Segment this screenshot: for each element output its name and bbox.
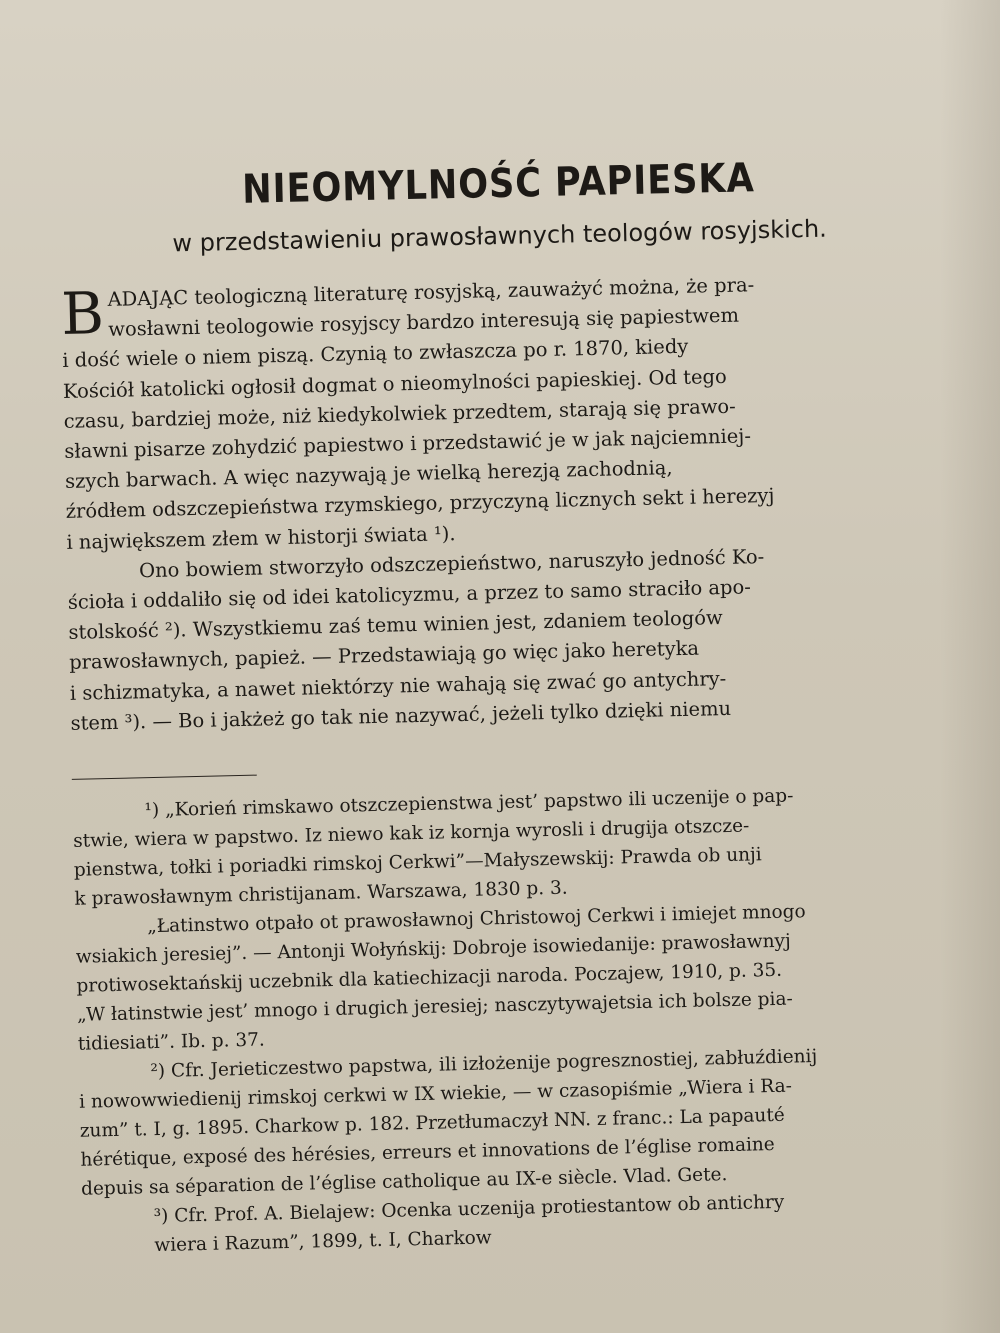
page-title: NIEOMYLNOŚĆ PAPIESKA: [241, 155, 756, 213]
footnote-line: depuis sa séparation de l’église catholique au IX-e siècle. Vlad. Gete.: [80, 1164, 728, 1200]
footnote-line: k prawosławnym christijanam. Warszawa, 1830 p. 3.: [74, 877, 568, 910]
footnote-line: protiwosektańskij uczebnik dla katiechizacji naroda. Poczajew, 1910, p. 35.: [76, 959, 783, 997]
footnote-line: wsiakich jeresiej”. — Antonji Wołyńskij: Dobroje isowiedanije: prawosławnyj: [75, 930, 791, 968]
paragraph-2: [67, 538, 951, 739]
footnote-line: stwie, wiera w papstwo. Iz niewo kak iz kornja wyrosli i drugija otszcze-: [72, 815, 750, 852]
footnote-line: wiera i Razum”, 1899, t. I, Charkow: [154, 1227, 492, 1257]
footnote-line: i nowowwiedienij rimskoj cerkwi w IX wiekie, — w czasopiśmie „Wiera i Ra-: [78, 1075, 793, 1113]
text-line: stolskość ²). Wszystkiemu zaś temu winien jest, zdaniem teologów: [68, 606, 723, 645]
page-content: [58, 150, 963, 1262]
footnote-line: ²) Cfr. Jerieticzestwo papstwa, ili izłożenije pogresznostiej, zabłuźdienij: [150, 1046, 818, 1083]
footnote-line: tidiesiati”. Ib. p. 37.: [77, 1029, 266, 1055]
text-line: prawosławnych, papież. — Przedstawiają go więc jako heretyka: [68, 637, 700, 675]
text-line: ADAJĄC teologiczną literaturę rosyjską, zauważyć można, że pra-: [107, 273, 755, 311]
footnote-line: „Łatinstwo otpało ot prawosławnoj Christowoj Cerkwi i imiejet mnogo: [146, 901, 806, 938]
footnotes: [72, 778, 962, 1262]
text-line: i dość wiele o niem piszą. Czynią to zwłaszcza po r. 1870, kiedy: [62, 335, 689, 373]
text-line: czasu, bardziej może, niż kiedykolwiek przedtem, starają się prawo-: [63, 394, 736, 433]
text-line: i schizmatyka, a nawet niektórzy nie wahają się zwać go antychry-: [69, 666, 727, 705]
text-line: Ono bowiem stworzyło odszczepieństwo, naruszyło jedność Ko-: [138, 544, 765, 583]
text-line: Kościół katolicki ogłosił dogmat o nieomylności papieskiej. Od tego: [62, 364, 727, 403]
footnote-line: ³) Cfr. Prof. A. Bielajew: Ocenka uczenija protiestantow ob antichry: [153, 1191, 785, 1228]
text-line: szych barwach. A więc nazywają je wielką herezją zachodnią,: [64, 456, 673, 494]
footnote-line: pienstwa, tołki i poriadki rimskoj Cerkwi”—Małyszewskij: Prawda ob unji: [73, 844, 762, 881]
text-line: źródłem odszczepieństwa rzymskiego, przyczyną licznych sekt i herezyj: [65, 484, 775, 524]
footnote-divider: [72, 775, 257, 780]
page-subtitle: w przedstawieniu prawosławnych teologów rosyjskich.: [172, 214, 828, 258]
text-line: i największem złem w historji świata ¹).: [66, 521, 456, 554]
footnote-line: „W łatinstwie jest’ mnogo i drugich jeresiej; nasczytywajetsia ich bolsze pia-: [76, 988, 793, 1026]
text-line: stem ³). — Bo i jakżeż go tak nie nazywać, jeżeli tylko dzięki niemu: [70, 696, 732, 735]
footnote-line: zum” t. I, g. 1895. Charkow p. 182. Przetłumaczył NN. z franc.: La papauté: [79, 1104, 785, 1142]
text-line: wosławni teologowie rosyjscy bardzo interesują się papiestwem: [107, 303, 740, 342]
drop-cap: B: [60, 279, 105, 348]
paragraph-1: [61, 266, 947, 558]
text-line: sławni pisarze zohydzić papiestwo i przedstawić je w jak najciemniej-: [64, 424, 752, 463]
footnote-line: hérétique, exposé des hérésies, erreurs et innovations de l’église romaine: [80, 1134, 776, 1171]
text-line: ścioła i oddaliło się od idei katolicyzmu, a przez to samo straciło apo-: [67, 575, 752, 614]
footnote-line: ¹) „Korień rimskawo otszczepienstwa jest’ papstwo ili uczenije o pap-: [144, 785, 794, 822]
